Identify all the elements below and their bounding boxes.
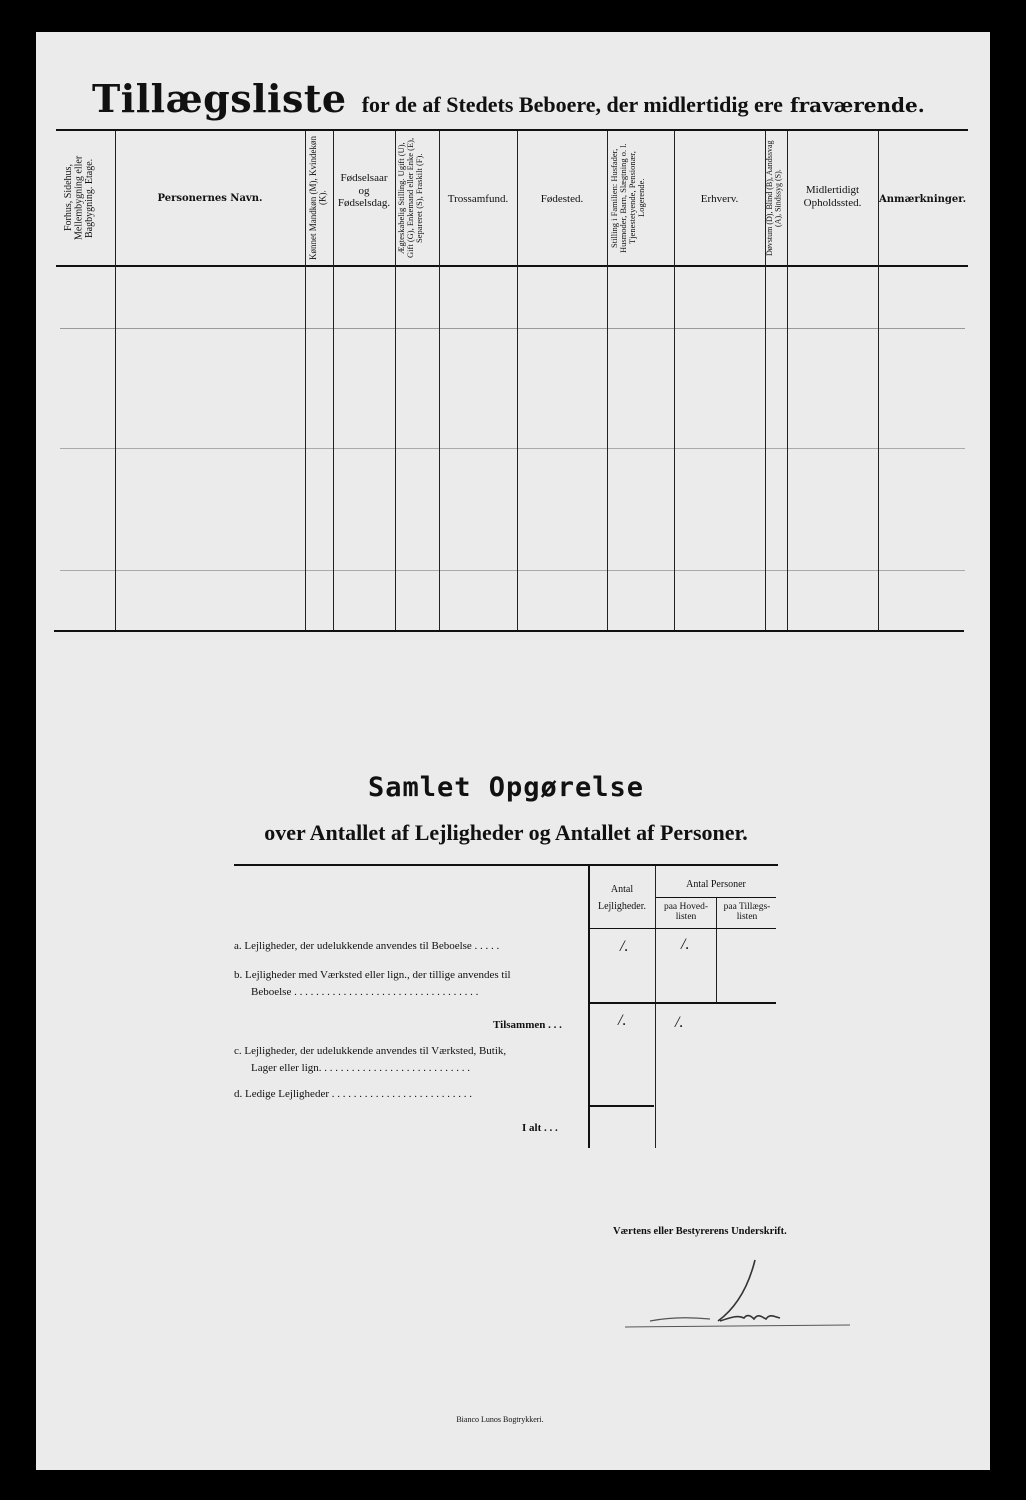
summary-subhead-rule (656, 897, 776, 898)
col-sex-header: Kønnet Mandkøn (M), Kvindekøn (K). (308, 136, 328, 260)
handwritten-mark-total-main: /. (675, 1014, 684, 1031)
summary-row-c-line1: c. Lejligheder, der udelukkende anvendes til Værksted, Butik, (234, 1045, 507, 1057)
summary-col-antal (590, 884, 654, 912)
summary-top-rule (234, 864, 778, 866)
title-main: Tillægsliste (92, 76, 347, 121)
table-faint-row (60, 570, 965, 571)
col-birth-header (334, 172, 394, 210)
column-divider (674, 131, 675, 630)
col-disability-header: Døvstum (D), Blind (B), Aandssvag (A), Sindssyg (S). (765, 140, 783, 256)
column-divider (439, 131, 440, 630)
table-top-rule (56, 129, 968, 131)
summary-row-tilsammen: Tilsammen . . . (493, 1019, 562, 1031)
summary-col-suppl-line1: paa Tillægs- (723, 902, 771, 912)
col-religion-header: Trossamfund. (447, 193, 509, 205)
col-birth-line3: Fødselsdag. (337, 197, 391, 210)
col-occupation-header: Erhverv. (700, 193, 739, 205)
summary-col-suppl-list (717, 902, 777, 923)
signature-stroke (718, 1260, 780, 1321)
handwritten-mark-a-main: /. (681, 936, 690, 953)
summary-row-d: d. Ledige Lejligheder . . . . . . . . . . . . . . . . . . . . . . . . . . (234, 1088, 472, 1100)
summary-row-c-line2: Lager eller lign. . . . . . . . . . . . . . . . . . . . . . . . . . . . (251, 1062, 471, 1074)
summary-col-main-list (656, 902, 716, 923)
column-divider (115, 131, 116, 630)
col-birth-line2: og (358, 184, 370, 197)
column-divider (517, 131, 518, 630)
table-faint-row (60, 328, 965, 329)
summary-subtitle: over Antallet af Lejligheder og Antallet af Personer. (264, 820, 748, 845)
col-family-role-header: Stilling i Familien: Husfader, Husmoder, Barn, Slægtning o. l. Tjenestetyende, Pensionær, Logerende. (609, 143, 646, 253)
summary-row-b-line2: Beboelse . . . . . . . . . . . . . . . . . . . . . . . . . . . . . . . . . . (251, 986, 479, 998)
summary-row-b-line1: b. Lejligheder med Værksted eller lign., der tillige anvendes til (234, 969, 511, 981)
summary-col-main-line2: listen (675, 912, 697, 923)
signature-flourish (650, 1318, 710, 1321)
summary-title: Samlet Opgørelse (367, 772, 645, 803)
column-divider (607, 131, 608, 630)
summary-mid-rule (590, 1002, 776, 1004)
col-birth-line1: Fødselsaar (340, 172, 388, 184)
col-building-floor-header: Forhus, Sidehus, Mellembygning eller Bagbygning. Etage. (63, 155, 95, 241)
column-divider (878, 131, 879, 630)
col-names-header: Personernes Navn. (157, 193, 263, 204)
summary-col-persons: Antal Personer (686, 879, 746, 890)
table-faint-row (60, 448, 965, 449)
column-divider (305, 131, 306, 630)
col-temp-line2: Opholdssted. (803, 196, 862, 209)
handwritten-signature (620, 1255, 860, 1335)
table-header-rule (56, 265, 968, 267)
handwritten-mark-total-apartments: /. (618, 1012, 627, 1029)
col-birthplace-header: Fødested. (540, 193, 584, 205)
summary-col-antal-line1: Antal (610, 884, 634, 895)
printer-imprint: Bianco Lunos Bogtrykkeri. (456, 1415, 544, 1424)
summary-row-ialt: I alt . . . (522, 1122, 558, 1134)
handwritten-mark-a-apartments: /. (620, 938, 629, 955)
form-title (92, 76, 952, 121)
summary-col-antal-line2: Lejligheder. (597, 901, 647, 912)
col-marital-header: Ægteskabelig Stilling. Ugift (U), Gift (G), Enkemand eller Enke (E), Separeret (S), Fraskilt (F). (396, 137, 424, 259)
col-temp-residence-header (788, 184, 877, 209)
summary-col-main-line1: paa Hoved- (663, 902, 709, 912)
signature-underline (625, 1325, 850, 1327)
title-rest: for de af Stedets Beboere, der midlertidig ere (361, 92, 783, 117)
summary-col-suppl-line2: listen (736, 912, 758, 923)
table-bottom-rule (54, 630, 964, 632)
summary-header-rule (590, 928, 776, 929)
summary-row-a: a. Lejligheder, der udelukkende anvendes til Beboelse . . . . . (234, 940, 500, 952)
col-temp-line1: Midlertidigt (805, 184, 860, 196)
summary-ledige-rule (590, 1105, 654, 1107)
col-remarks-header: Anmærkninger. (879, 194, 967, 205)
title-emphasis: fraværende. (789, 93, 925, 117)
signature-caption: Værtens eller Bestyrerens Underskrift. (613, 1226, 787, 1237)
